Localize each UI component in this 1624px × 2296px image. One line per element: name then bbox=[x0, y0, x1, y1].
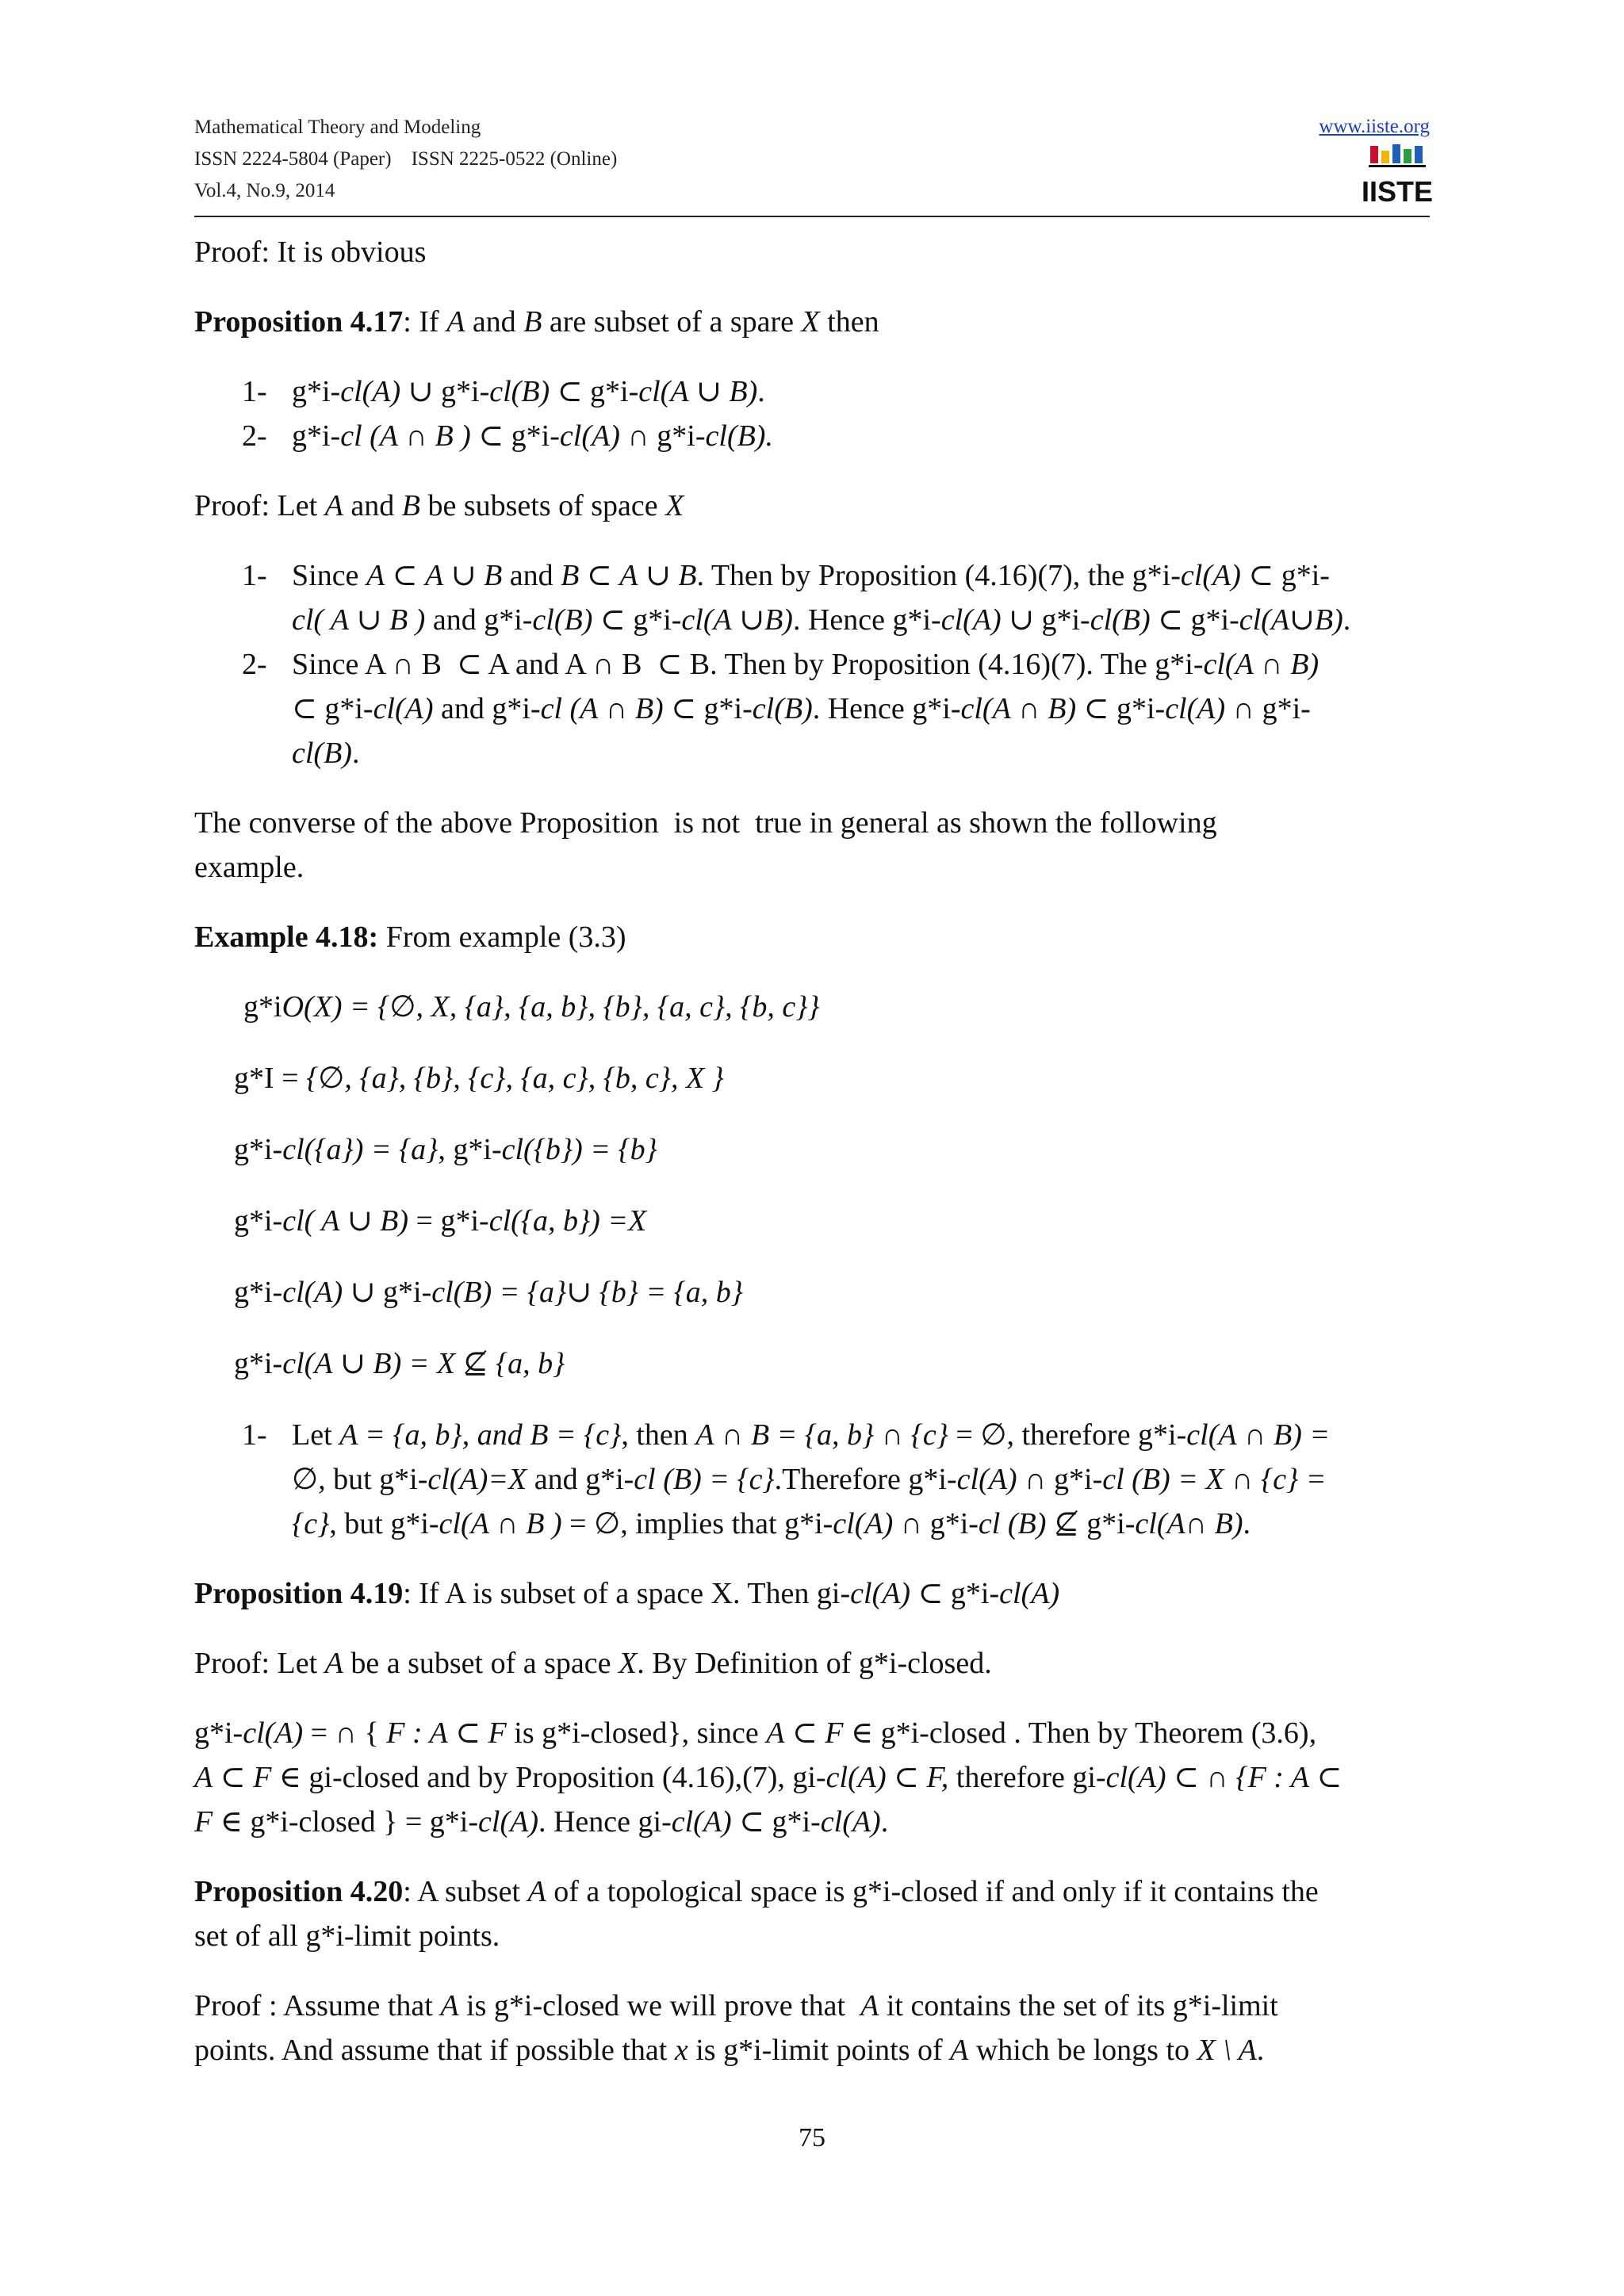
issn-line: ISSN 2224-5804 (Paper) ISSN 2225-0522 (Online) bbox=[194, 148, 618, 170]
list-item-text: Let A = {a, b}, and B = {c}, then A ∩ B = {a, b} ∩ {c} = ∅, therefore g*i-cl(A ∩ B) = ∅, but g*i-cl(A)=X and g*i-cl (B) = {c}.Therefore g*i-cl(A) ∩ g*i-cl (B) = X ∩ {c} = {c}, but g*i-cl(A ∩ B ) = ∅, implies that g*i-cl(A) ∩ g*i-cl (B) ⊈ g*i-cl(A∩ B). bbox=[292, 1418, 1331, 1540]
paragraph: Proof: Let A and B be subsets of space X bbox=[194, 489, 684, 522]
paragraph: Proposition 4.17: If A and B are subset of a spare X then bbox=[194, 305, 879, 339]
website-link[interactable]: www.iiste.org bbox=[1319, 116, 1430, 137]
list-item-text: g*i-cl (A ∩ B ) ⊂ g*i-cl(A) ∩ g*i-cl(B). bbox=[292, 419, 773, 453]
logo-text: IISTE bbox=[1361, 175, 1434, 208]
header-rule bbox=[194, 216, 1430, 217]
numbered-list bbox=[194, 553, 1431, 775]
volume-line: Vol.4, No.9, 2014 bbox=[194, 180, 335, 201]
list-item-number: 2- bbox=[242, 648, 267, 681]
list-item-number: 1- bbox=[242, 375, 267, 408]
paragraph: Proposition 4.20: A subset A of a topological space is g*i-closed if and only if it contains the set of all g*i-limit points. bbox=[194, 1875, 1319, 1953]
paragraph: The converse of the above Proposition is not true in general as shown the following example. bbox=[194, 806, 1217, 884]
page-number: 75 bbox=[799, 2123, 825, 2152]
list-item-number: 2- bbox=[242, 419, 267, 453]
list-item bbox=[194, 642, 1431, 775]
list-item bbox=[194, 414, 1431, 458]
list-item bbox=[194, 369, 1431, 414]
list-item bbox=[194, 553, 1431, 642]
paragraph: Example 4.18: From example (3.3) bbox=[194, 920, 626, 954]
list-item-number: 1- bbox=[242, 559, 267, 592]
math-line: g*i-cl( A ∪ B) = g*i-cl({a, b}) =X bbox=[234, 1204, 647, 1238]
journal-name: Mathematical Theory and Modeling bbox=[194, 117, 481, 138]
numbered-list bbox=[194, 1413, 1431, 1546]
article-body bbox=[194, 230, 1431, 2098]
list-item-text: Since A ∩ B ⊂ A and A ∩ B ⊂ B. Then by Proposition (4.16)(7). The g*i-cl(A ∩ B) ⊂ g*i-cl(A) and g*i-cl (A ∩ B) ⊂ g*i-cl(B). Hence g*i-cl(A ∩ B) ⊂ g*i-cl(A) ∩ g*i- cl(B). bbox=[292, 648, 1320, 770]
iiste-logo bbox=[1361, 143, 1434, 208]
math-line: g*iO(X) = {∅, X, {a}, {a, b}, {b}, {a, c}, {b, c}} bbox=[243, 990, 820, 1024]
numbered-list bbox=[194, 369, 1431, 458]
math-line: g*I = {∅, {a}, {b}, {c}, {a, c}, {b, c}, X } bbox=[234, 1062, 724, 1095]
list-item bbox=[194, 1413, 1431, 1546]
math-line: g*i-cl({a}) = {a}, g*i-cl({b}) = {b} bbox=[234, 1133, 657, 1166]
math-line: g*i-cl(A) ∪ g*i-cl(B) = {a}∪ {b} = {a, b} bbox=[234, 1276, 743, 1309]
paragraph: Proof : Assume that A is g*i-closed we will prove that A it contains the set of its g*i-limit points. And assume that if possible that x is g*i-limit points of A which be longs to X \ A. bbox=[194, 1989, 1278, 2067]
list-item-number: 1- bbox=[242, 1418, 267, 1452]
paragraph: Proof: Let A be a subset of a space X. By Definition of g*i-closed. bbox=[194, 1647, 992, 1680]
paragraph: Proof: It is obvious bbox=[194, 235, 427, 269]
list-item-text: Since A ⊂ A ∪ B and B ⊂ A ∪ B. Then by Proposition (4.16)(7), the g*i-cl(A) ⊂ g*i- cl( A ∪ B ) and g*i-cl(B) ⊂ g*i-cl(A ∪B). Hence g*i-cl(A) ∪ g*i-cl(B) ⊂ g*i-cl(A∪B). bbox=[292, 559, 1351, 637]
math-line: g*i-cl(A ∪ B) = X ⊈ {a, b} bbox=[234, 1347, 565, 1380]
paragraph: g*i-cl(A) = ∩ { F : A ⊂ F is g*i-closed}, since A ⊂ F ∈ g*i-closed . Then by Theorem (3.6), A ⊂ F ∈ gi-closed and by Proposition (4.16),(7), gi-cl(A) ⊂ F, therefore gi-cl(A) ⊂ ∩ {F : A ⊂ F ∈ g*i-closed } = g*i-cl(A). Hence gi-cl(A) ⊂ g*i-cl(A). bbox=[194, 1716, 1342, 1839]
paragraph: Proposition 4.19: If A is subset of a space X. Then gi-cl(A) ⊂ g*i-cl(A) bbox=[194, 1577, 1060, 1610]
list-item-text: g*i-cl(A) ∪ g*i-cl(B) ⊂ g*i-cl(A ∪ B). bbox=[292, 375, 765, 408]
